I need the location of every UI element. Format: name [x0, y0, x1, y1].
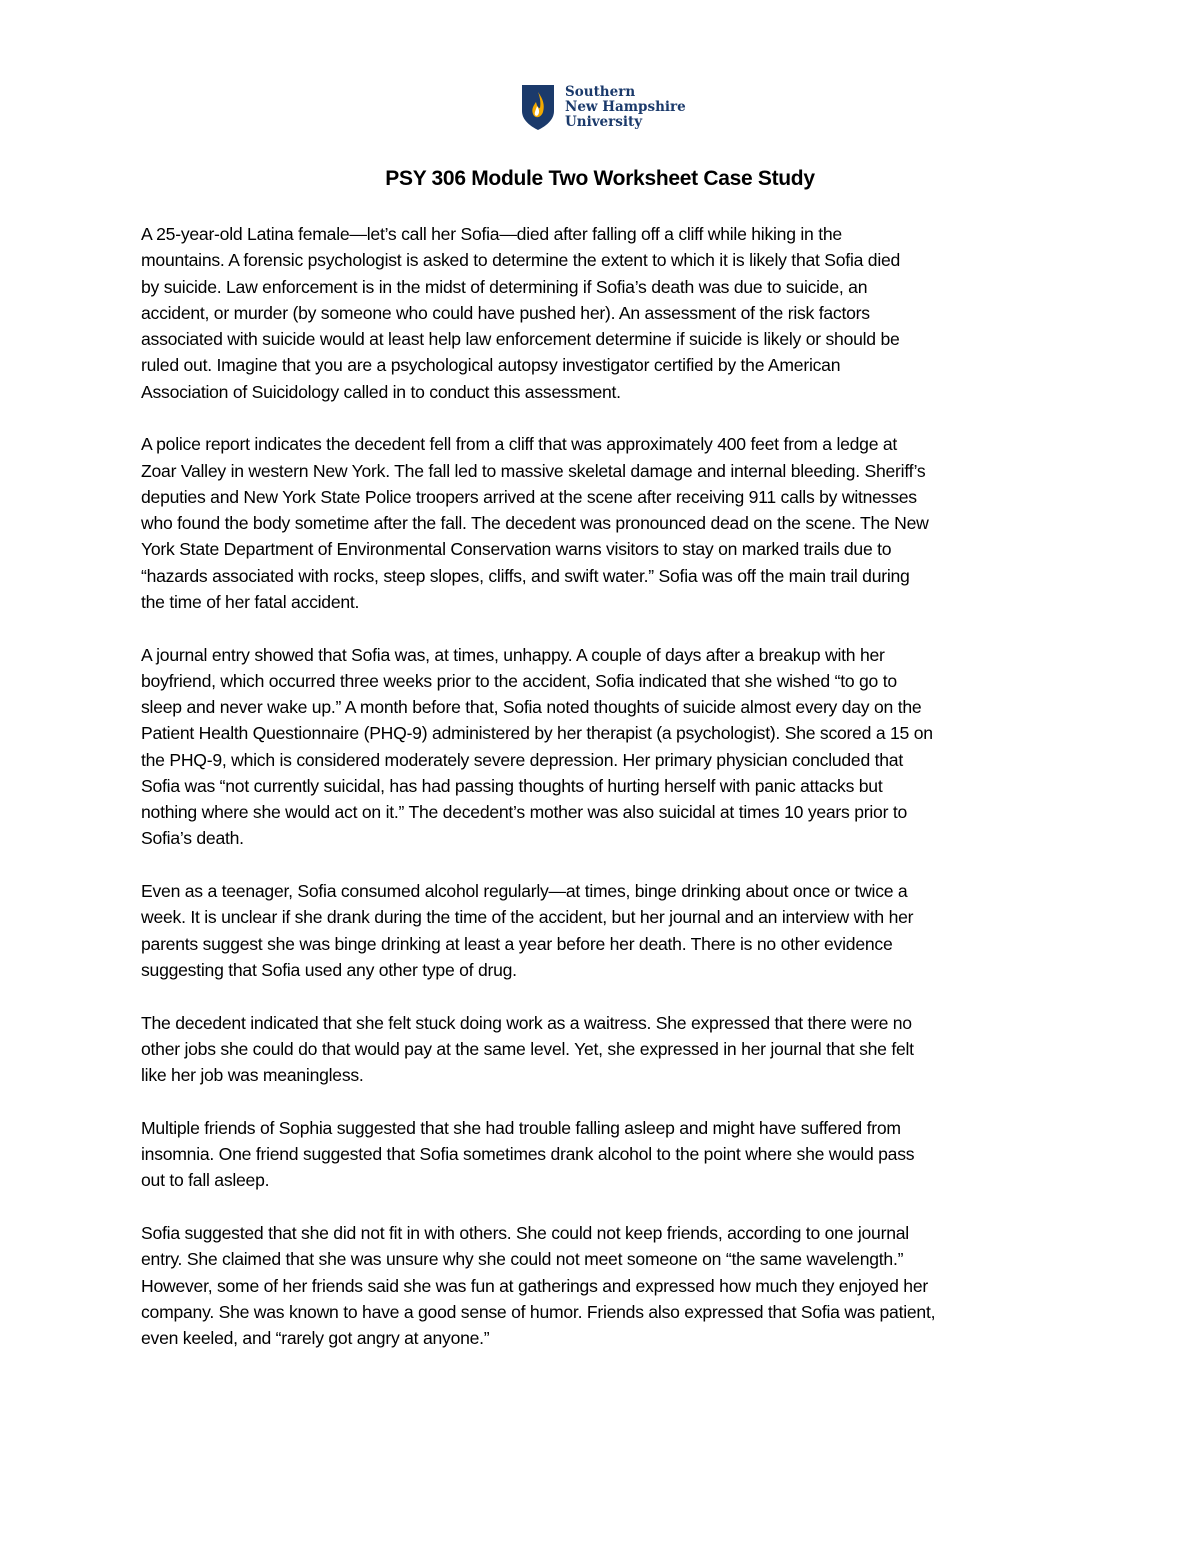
text-line: deputies and New York State Police troopers arrived at the scene after receiving 911 calls by witnesses: [141, 486, 917, 507]
text-line: company. She was known to have a good sense of humor. Friends also expressed that Sofia was patient,: [141, 1301, 936, 1322]
text-line: out to fall asleep.: [141, 1170, 270, 1191]
text-line: entry. She claimed that she was unsure why she could not meet someone on “the same wavelength.”: [141, 1249, 904, 1270]
text-line: A police report indicates the decedent fell from a cliff that was approximately 400 feet from a ledge at: [141, 434, 898, 455]
text-line: insomnia. One friend suggested that Sofia sometimes drank alcohol to the point where she would pass: [141, 1144, 915, 1164]
text-line: Patient Health Questionnaire (PHQ-9) administered by her therapist (a psychologist). She scored a 15 on: [141, 723, 933, 744]
paragraph: [141, 878, 1061, 983]
text-line: A 25-year-old Latina female—let’s call her Sofia—died after falling off a cliff while hiking in the: [141, 224, 842, 244]
text-line: Even as a teenager, Sofia consumed alcohol regularly—at times, binge drinking about once or twice a: [141, 881, 908, 901]
text-line: Sofia was “not currently suicidal, has had passing thoughts of hurting herself with panic attacks but: [141, 775, 883, 796]
logo-line: University: [565, 114, 643, 130]
text-line: “hazards associated with rocks, steep slopes, cliffs, and swift water.” Sofia was off the main trail during: [141, 565, 910, 586]
text-line: Sofia’s death.: [141, 828, 244, 849]
text-line: who found the body sometime after the fall. The decedent was pronounced dead on the scene. The New: [141, 513, 929, 533]
text-line: the PHQ-9, which is considered moderately severe depression. Her primary physician concluded that: [141, 749, 903, 770]
text-line: by suicide. Law enforcement is in the midst of determining if Sofia’s death was due to suicide, an: [141, 276, 868, 297]
text-line: Multiple friends of Sophia suggested that she had trouble falling asleep and might have suffered from: [141, 1117, 901, 1138]
paragraph: [141, 1010, 1061, 1089]
text-line: sleep and never wake up.” A month before that, Sofia noted thoughts of suicide almost every day on the: [141, 697, 922, 717]
logo-wordmark: [565, 84, 686, 130]
shield-flame-icon: [521, 84, 555, 131]
text-line: like her job was meaningless.: [141, 1065, 364, 1085]
logo-line: New Hampshire: [565, 99, 686, 115]
text-line: However, some of her friends said she was fun at gatherings and expressed how much they enjoyed her: [141, 1275, 928, 1296]
text-line: associated with suicide would at least help law enforcement determine if suicide is likely or should be: [141, 329, 900, 349]
text-line: The decedent indicated that she felt stuck doing work as a waitress. She expressed that there were no: [141, 1012, 912, 1033]
paragraph: [141, 642, 1061, 852]
document-body: [141, 221, 1061, 1378]
paragraph: [141, 1115, 1061, 1194]
logo-line: Southern: [565, 84, 636, 100]
text-line: other jobs she could do that would pay at the same level. Yet, she expressed in her journal that she felt: [141, 1038, 914, 1059]
paragraph: [141, 221, 1061, 405]
text-line: suggesting that Sofia used any other type of drug.: [141, 959, 517, 980]
text-line: ruled out. Imagine that you are a psychological autopsy investigator certified by the American: [141, 355, 841, 376]
text-line: nothing where she would act on it.” The decedent’s mother was also suicidal at times 10 years prior to: [141, 802, 907, 822]
paragraph: [141, 1220, 1061, 1351]
paragraph: [141, 431, 1061, 615]
text-line: accident, or murder (by someone who could have pushed her). An assessment of the risk factors: [141, 302, 870, 323]
document-title: PSY 306 Module Two Worksheet Case Study: [385, 167, 815, 190]
text-line: parents suggest she was binge drinking at least a year before her death. There is no other evidence: [141, 933, 893, 954]
text-line: week. It is unclear if she drank during the time of the accident, but her journal and an interview with her: [141, 907, 914, 928]
text-line: even keeled, and “rarely got angry at anyone.”: [141, 1328, 490, 1348]
text-line: the time of her fatal accident.: [141, 591, 360, 612]
text-line: boyfriend, which occurred three weeks prior to the accident, Sofia indicated that she wished “to go to: [141, 670, 897, 691]
text-line: York State Department of Environmental Conservation warns visitors to stay on marked trails due to: [141, 539, 892, 560]
text-line: mountains. A forensic psychologist is asked to determine the extent to which it is likely that Sofia died: [141, 250, 901, 271]
university-logo: [521, 84, 686, 132]
text-line: Association of Suicidology called in to conduct this assessment.: [141, 381, 621, 402]
text-line: Sofia suggested that she did not fit in with others. She could not keep friends, according to one journal: [141, 1223, 909, 1243]
text-line: A journal entry showed that Sofia was, at times, unhappy. A couple of days after a breakup with her: [141, 644, 885, 665]
text-line: Zoar Valley in western New York. The fall led to massive skeletal damage and internal bleeding. Sheriff’s: [141, 460, 926, 481]
